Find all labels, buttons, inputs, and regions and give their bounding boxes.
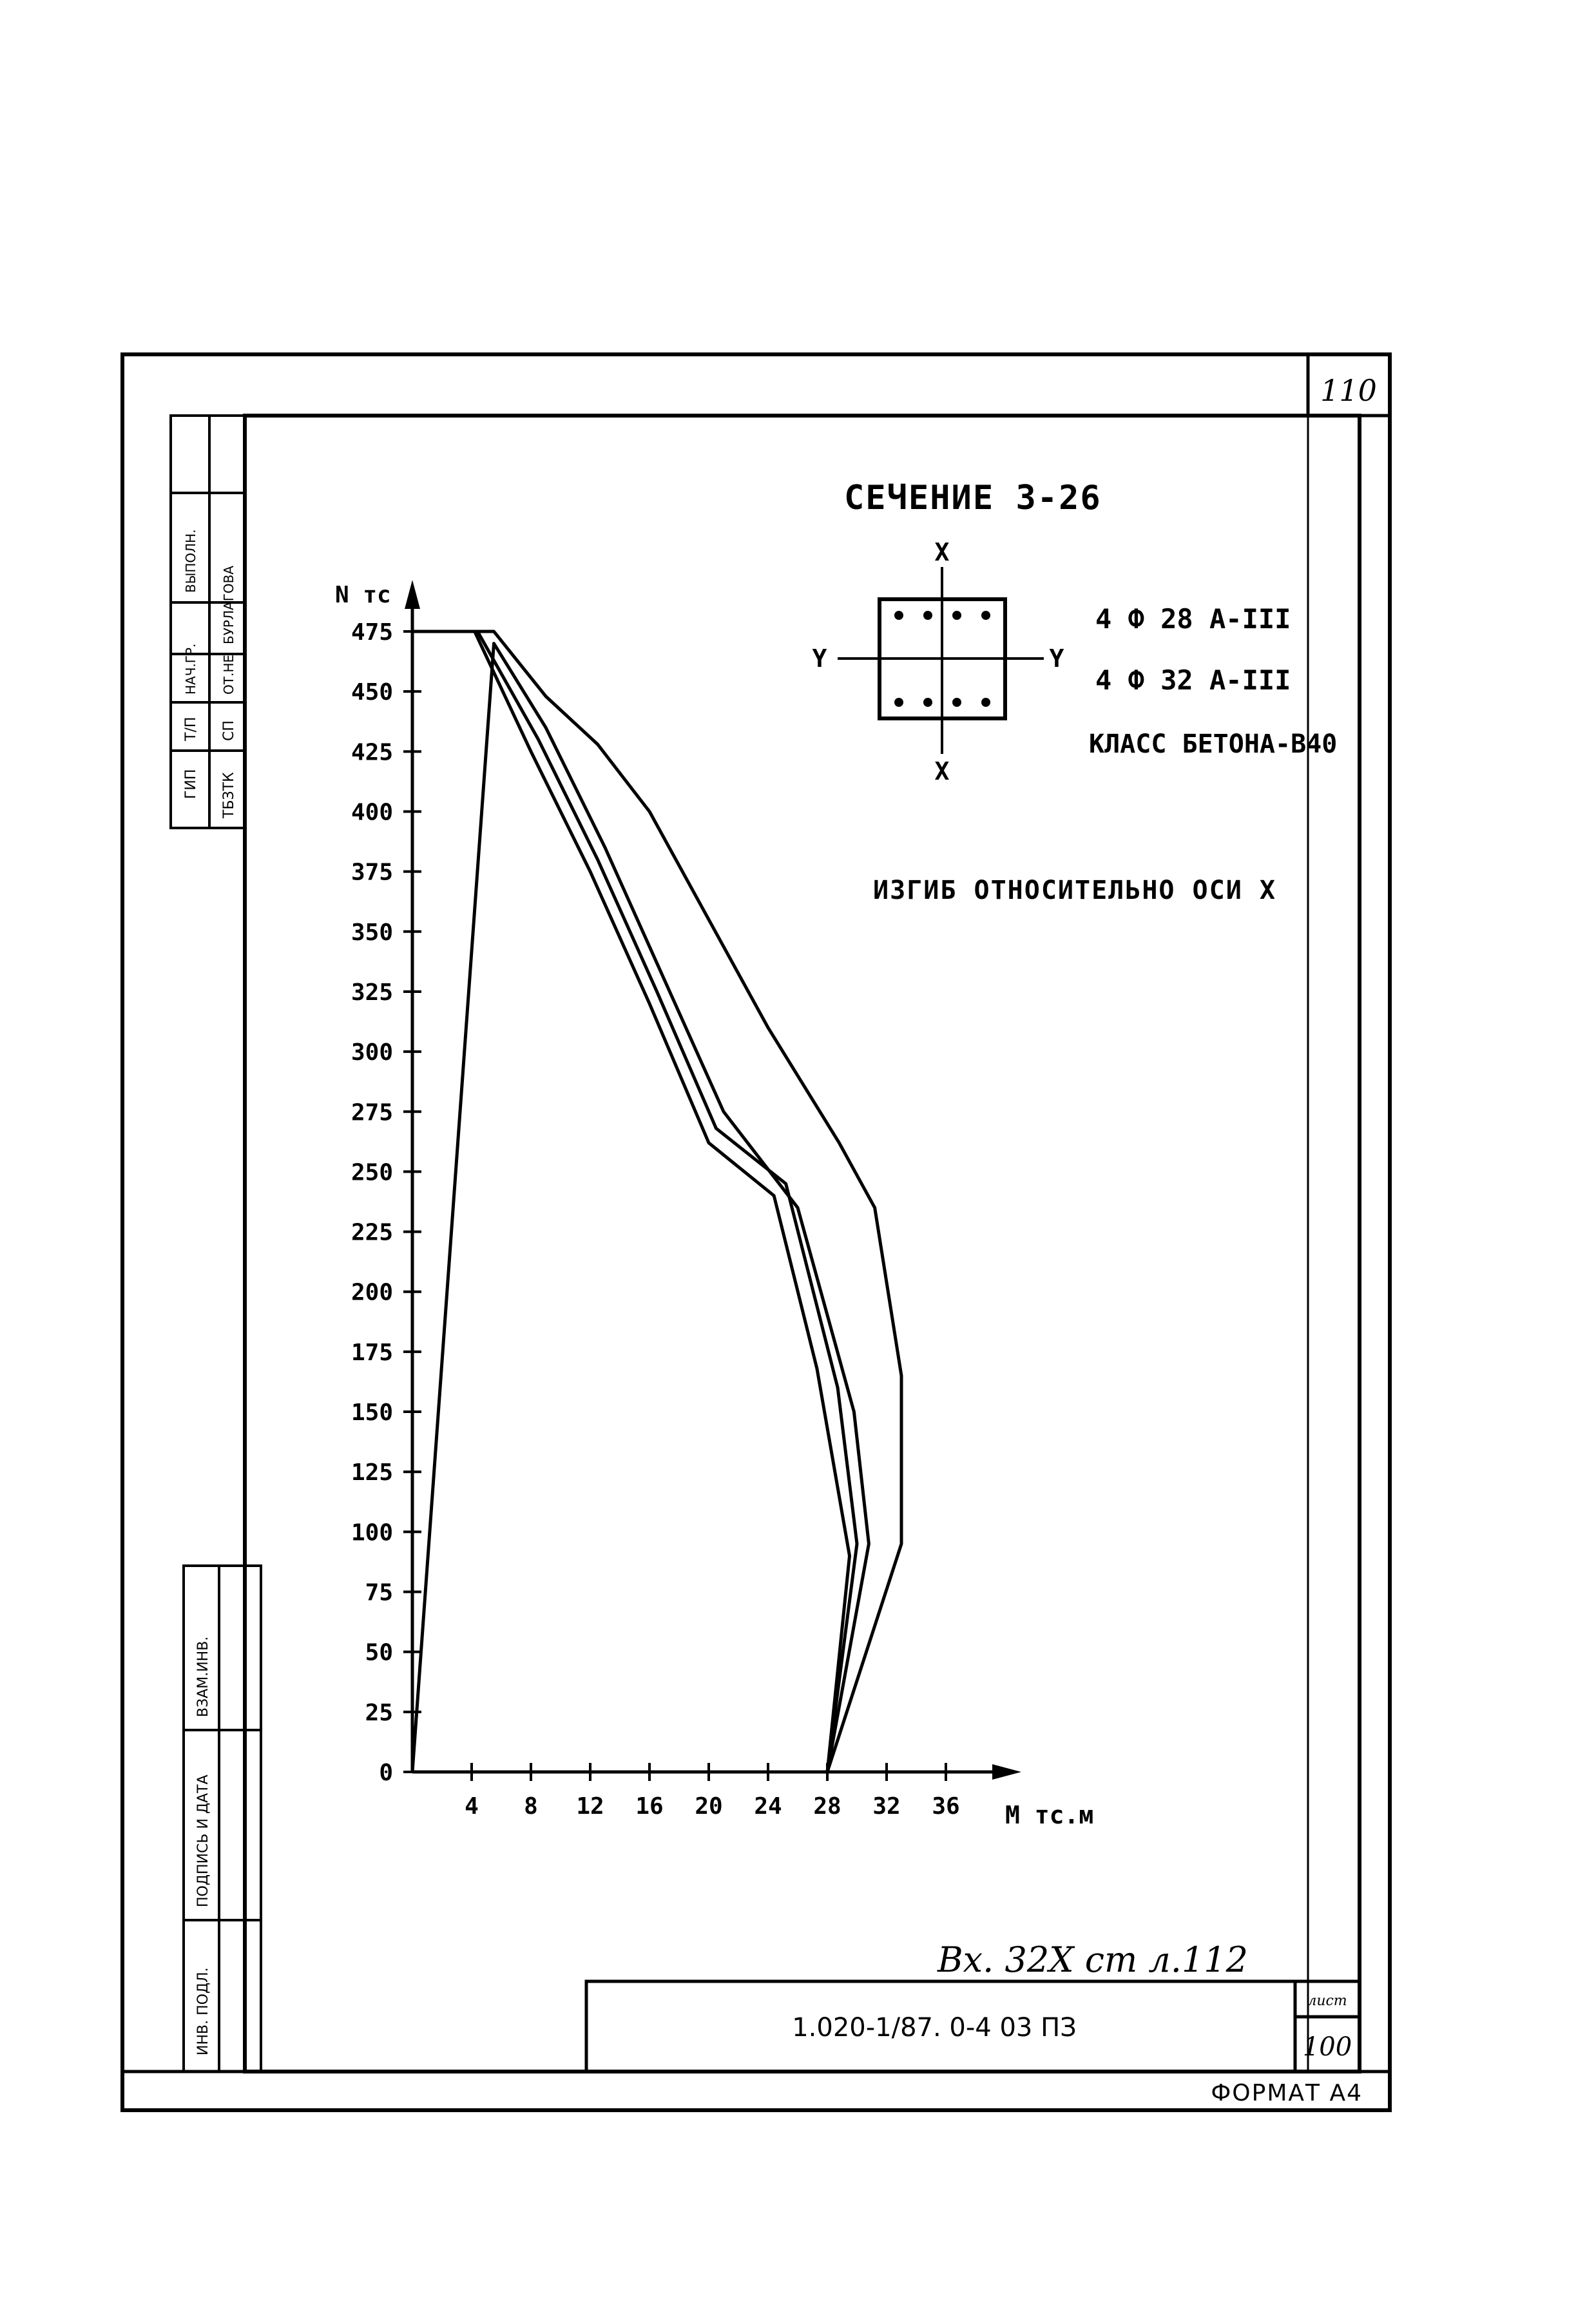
y-tick-label: 150 [351,1400,393,1427]
y-tick-label: 100 [351,1519,393,1546]
axis-x-bottom-label: X [934,757,950,785]
section-title: СЕЧЕНИЕ 3-26 [844,479,1102,517]
document-code: 1.020-1/87. 0-4 03 ПЗ [792,2013,1077,2043]
x-tick-label: 36 [932,1793,960,1820]
x-axis-arrow [992,1764,1021,1780]
series-line-1 [412,631,850,1772]
sheet-number: 100 [1302,2032,1352,2062]
stamp-label: Т/П [183,717,199,741]
bending-note: ИЗГИБ ОТНОСИТЕЛЬНО ОСИ X [873,876,1276,905]
x-tick-label: 32 [872,1793,901,1820]
y-axis-arrow [405,580,420,609]
y-tick-label: 25 [365,1699,393,1726]
cross-section [838,567,1044,754]
stamp-label: ПОДПИСЬ И ДАТА [195,1775,211,1907]
y-tick-label: 300 [351,1039,393,1066]
y-tick-label: 250 [351,1159,393,1186]
chart-series [412,631,901,1772]
y-tick-label: 425 [351,739,393,766]
y-tick-label: 475 [351,619,393,646]
x-tick-label: 28 [813,1793,841,1820]
y-tick-label: 325 [351,979,393,1006]
sheet-label: лист [1307,1993,1347,2009]
y-tick-label: 75 [365,1579,393,1606]
axis-y-left-label: Y [812,644,827,673]
x-tick-label: 4 [465,1793,479,1820]
stamp-label: НАЧ.ГР. [183,643,198,695]
y-tick-label: 450 [351,679,393,706]
x-tick-label: 12 [576,1793,604,1820]
x-tick-label: 8 [524,1793,538,1820]
corner-number: 110 [1320,373,1377,408]
y-axis-label: N тс [335,582,391,608]
series-line-4 [412,631,901,1772]
y-tick-label: 375 [351,859,393,886]
stamp-label: ОТ.НЕ [221,655,236,695]
y-tick-label: 225 [351,1219,393,1246]
y-tick-label: 275 [351,1099,393,1126]
reinforcement-2: 4 Ф 32 А-III [1095,664,1291,696]
reinforcement-1: 4 Ф 28 А-III [1095,603,1291,635]
stamp-label: СП [221,720,237,741]
y-tick-label: 125 [351,1459,393,1486]
y-tick-label: 175 [351,1339,393,1366]
handwritten-note: Вх. 32Х ст л.112 [937,1939,1249,1980]
series-line-2 [412,631,857,1772]
y-tick-label: 200 [351,1279,393,1306]
y-tick-label: 350 [351,919,393,946]
stamp-label: ИНВ. ПОДЛ. [195,1967,211,2055]
x-axis-label: М тс.м [1005,1801,1094,1829]
stamp-label: ВЗАМ.ИНВ. [195,1636,211,1717]
axis-x-top-label: X [934,538,950,566]
series-line-3 [412,644,869,1772]
stamp-label: БУРЛАГОВА [221,565,236,644]
axes [412,593,1005,1772]
x-tick-label: 20 [695,1793,723,1820]
interaction-chart [335,580,1093,1829]
x-tick-label: 24 [754,1793,782,1820]
x-tick-label: 16 [635,1793,664,1820]
y-tick-label: 0 [379,1760,393,1786]
stamp-label: ВЫПОЛН. [183,529,198,593]
format-label: ФОРМАТ А4 [1211,2080,1363,2106]
stamp-label: ТБЗТК [221,772,237,818]
axis-y-right-label: Y [1049,644,1064,673]
concrete-class: КЛАСС БЕТОНА-В40 [1089,729,1338,759]
y-tick-label: 50 [365,1639,393,1666]
side-stamp-bottom-labels [195,1637,211,2055]
stamp-label: ГИП [183,769,199,799]
y-tick-label: 400 [351,799,393,826]
